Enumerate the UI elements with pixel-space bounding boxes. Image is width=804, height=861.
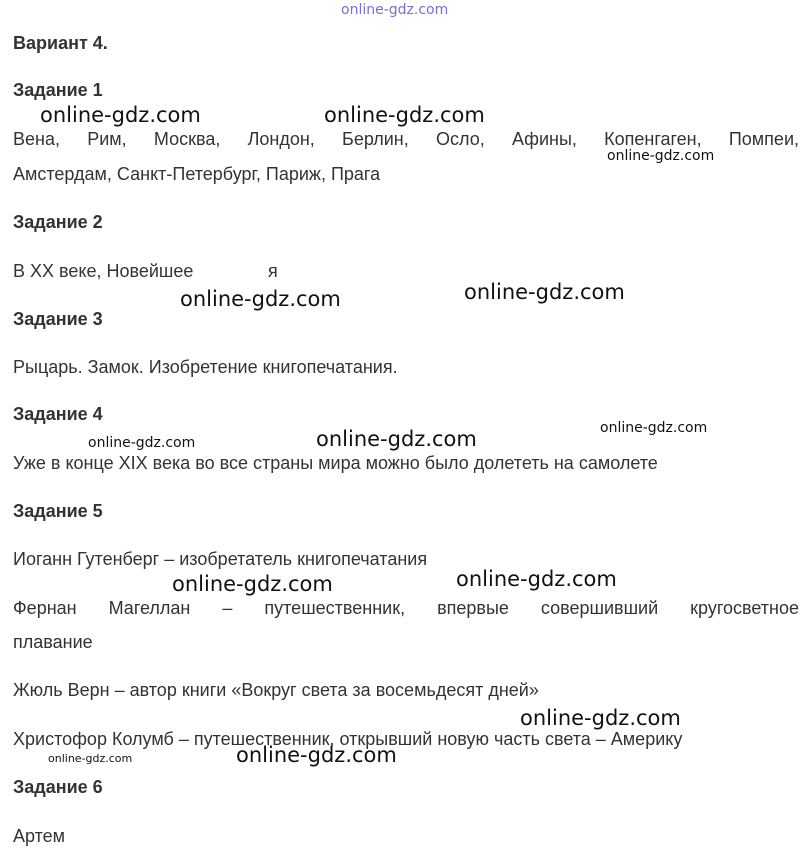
watermark: online-gdz.com [40,103,201,127]
task-2-answer: В XX веке, Новейшее [13,261,194,281]
task-4-answer: Уже в конце XIX века во все страны мира можно было долететь на самолете [13,453,658,473]
task-5-item-1: Иоганн Гутенберг – изобретатель книгопечатания [13,549,428,569]
page-title: Вариант 4. [13,33,108,53]
task-5-item-3: Жюль Верн – автор книги «Вокруг света за восемьдесят дней» [13,680,539,700]
watermark: online-gdz.com [607,148,715,164]
task-6-answer: Артем [13,826,66,846]
task-5-item-4: Христофор Колумб – путешественник, открывший новую часть света – Америку [13,729,683,749]
task-5-item-2-cont: плавание [13,632,93,652]
watermark: online-gdz.com [48,752,133,765]
watermark: online-gdz.com [88,435,196,451]
watermark: online-gdz.com [180,287,341,311]
watermark: online-gdz.com [172,572,333,596]
task-4-heading: Задание 4 [13,404,103,424]
task-1-line-2: Амстердам, Санкт-Петербург, Париж, Прага [13,164,381,184]
task-3-answer: Рыцарь. Замок. Изобретение книгопечатания. [13,357,398,377]
watermark: online-gdz.com [456,567,617,591]
task-1-line-1: Вена, Рим, Москва, Лондон, Берлин, Осло, Афины, Копенгаген, Помпеи, [13,129,799,149]
task-2-heading: Задание 2 [13,212,103,232]
task-3-heading: Задание 3 [13,309,103,329]
watermark: online-gdz.com [236,743,397,767]
task-6-heading: Задание 6 [13,777,103,797]
watermark: online-gdz.com [324,103,485,127]
task-2-answer-tail: я [268,261,278,281]
top-watermark: online-gdz.com [341,2,449,18]
task-5-item-2: Фернан Магеллан – путешественник, впервые совершивший кругосветное [13,598,799,618]
watermark: online-gdz.com [464,280,625,304]
watermark: online-gdz.com [520,706,681,730]
task-1-heading: Задание 1 [13,80,103,100]
task-5-heading: Задание 5 [13,501,103,521]
watermark: online-gdz.com [600,420,708,436]
watermark: online-gdz.com [316,427,477,451]
